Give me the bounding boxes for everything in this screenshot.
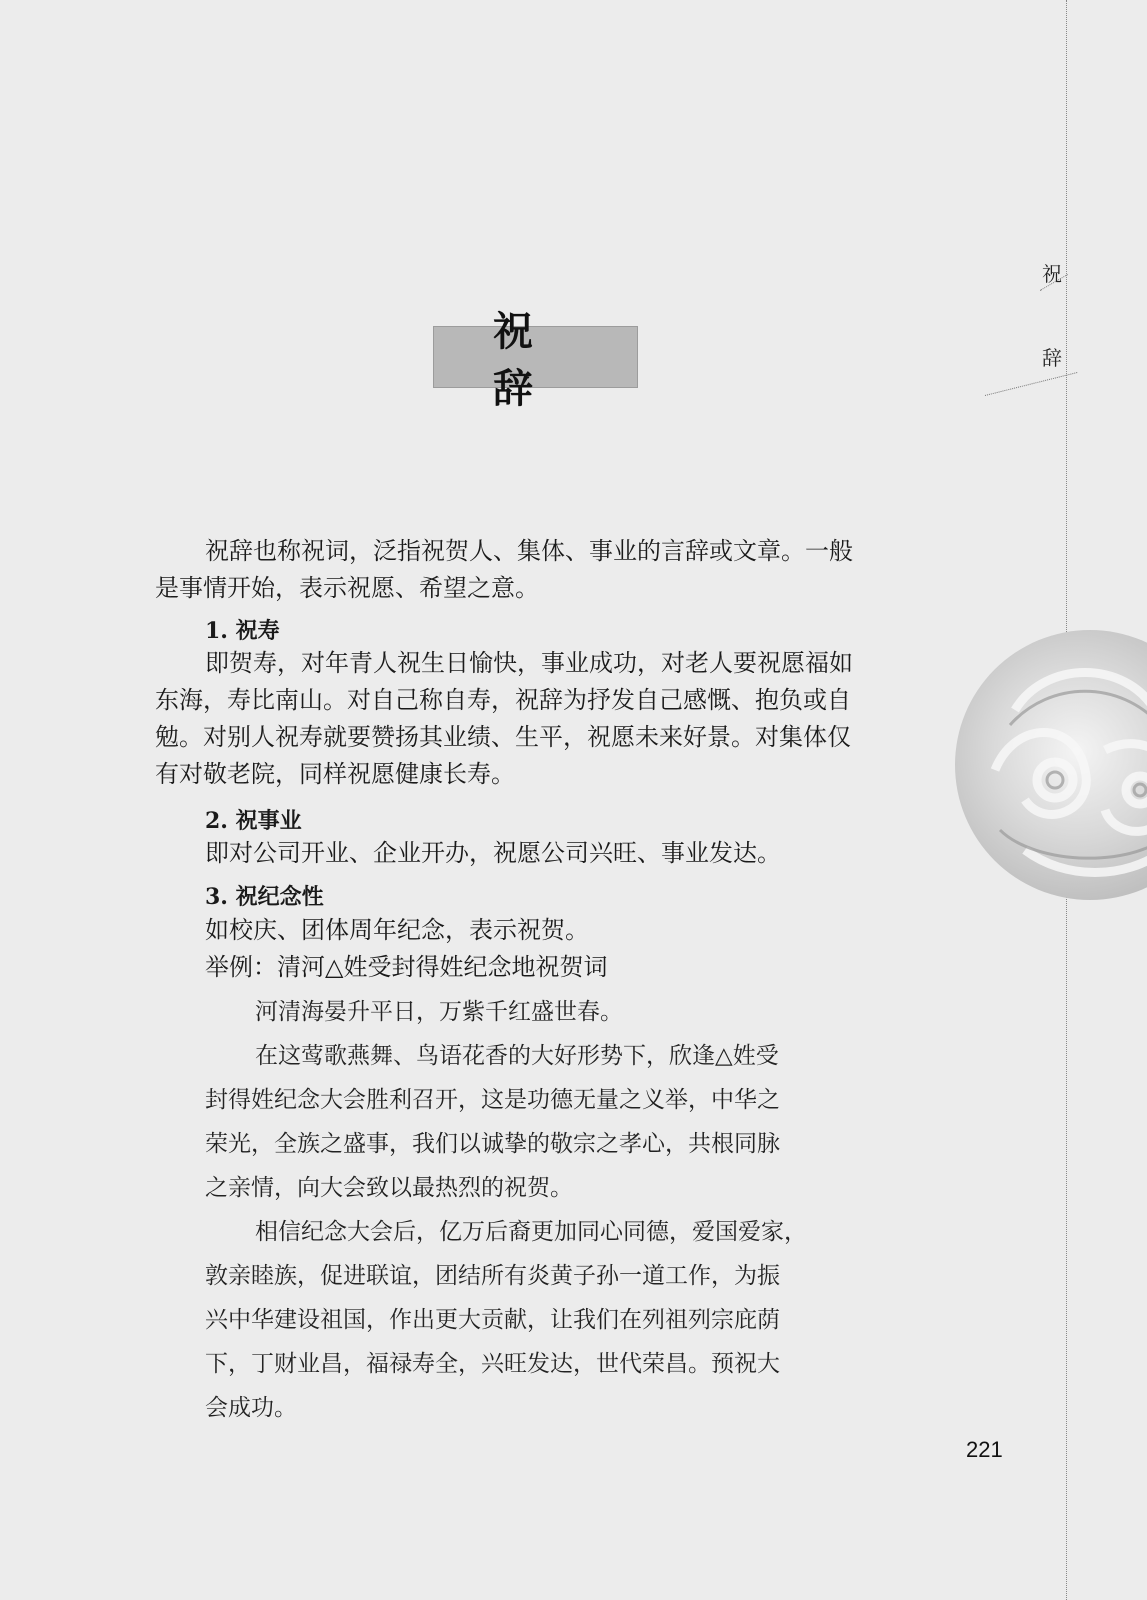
section-heading-1: 1. 祝寿	[205, 618, 280, 644]
section-heading-2: 2. 祝事业	[205, 808, 302, 834]
example-line: 封得姓纪念大会胜利召开，这是功德无量之义举，中华之	[205, 1087, 780, 1113]
example-line: 荣光，全族之盛事，我们以诚挚的敬宗之孝心，共根同脉	[205, 1131, 780, 1157]
section1-line: 勉。对别人祝寿就要赞扬其业绩、生平，祝愿未来好景。对集体仅	[155, 723, 851, 751]
example-line: 之亲情，向大会致以最热烈的祝贺。	[205, 1175, 573, 1201]
section2-paragraph	[155, 835, 920, 872]
intro-line: 祝辞也称祝词，泛指祝贺人、集体、事业的言辞或文章。一般	[205, 537, 853, 565]
page-title: 祝辞	[433, 326, 638, 388]
section2-line: 即对公司开业、企业开办，祝愿公司兴旺、事业发达。	[205, 839, 781, 867]
side-tab-char-2: 辞	[1042, 346, 1062, 370]
example-text	[205, 990, 870, 1430]
example-line: 相信纪念大会后，亿万后裔更加同心同德，爱国爱家，	[255, 1219, 807, 1245]
section1-line: 有对敬老院，同样祝愿健康长寿。	[155, 760, 515, 788]
section1-paragraph	[155, 645, 920, 793]
page-number: 221	[966, 1437, 1003, 1462]
intro-paragraph	[155, 533, 920, 607]
side-tab-char-1: 祝	[1042, 262, 1062, 286]
decorative-medallion-icon	[955, 630, 1147, 900]
section-heading-3: 3. 祝纪念性	[205, 884, 324, 910]
section3-paragraph	[155, 912, 920, 986]
medallion-pattern	[955, 630, 1147, 900]
example-line: 在这莺歌燕舞、鸟语花香的大好形势下，欣逢△姓受	[255, 1043, 779, 1069]
section1-line: 即贺寿，对年青人祝生日愉快，事业成功，对老人要祝愿福如	[205, 649, 853, 677]
section3-line: 如校庆、团体周年纪念，表示祝贺。	[205, 916, 589, 944]
example-label: 举例：清河△姓受封得姓纪念地祝贺词	[205, 953, 608, 981]
intro-line: 是事情开始，表示祝愿、希望之意。	[155, 574, 539, 602]
section1-line: 东海，寿比南山。对自己称自寿，祝辞为抒发自己感慨、抱负或自	[155, 686, 851, 714]
example-line: 兴中华建设祖国，作出更大贡献，让我们在列祖列宗庇荫	[205, 1307, 780, 1333]
example-line: 敦亲睦族，促进联谊，团结所有炎黄子孙一道工作，为振	[205, 1263, 780, 1289]
side-tab-divider-bottom	[985, 372, 1077, 396]
example-line: 下，丁财业昌，福禄寿全，兴旺发达，世代荣昌。预祝大	[205, 1351, 780, 1377]
example-line: 会成功。	[205, 1395, 297, 1421]
example-couplet: 河清海晏升平日，万紫千红盛世春。	[255, 999, 623, 1025]
